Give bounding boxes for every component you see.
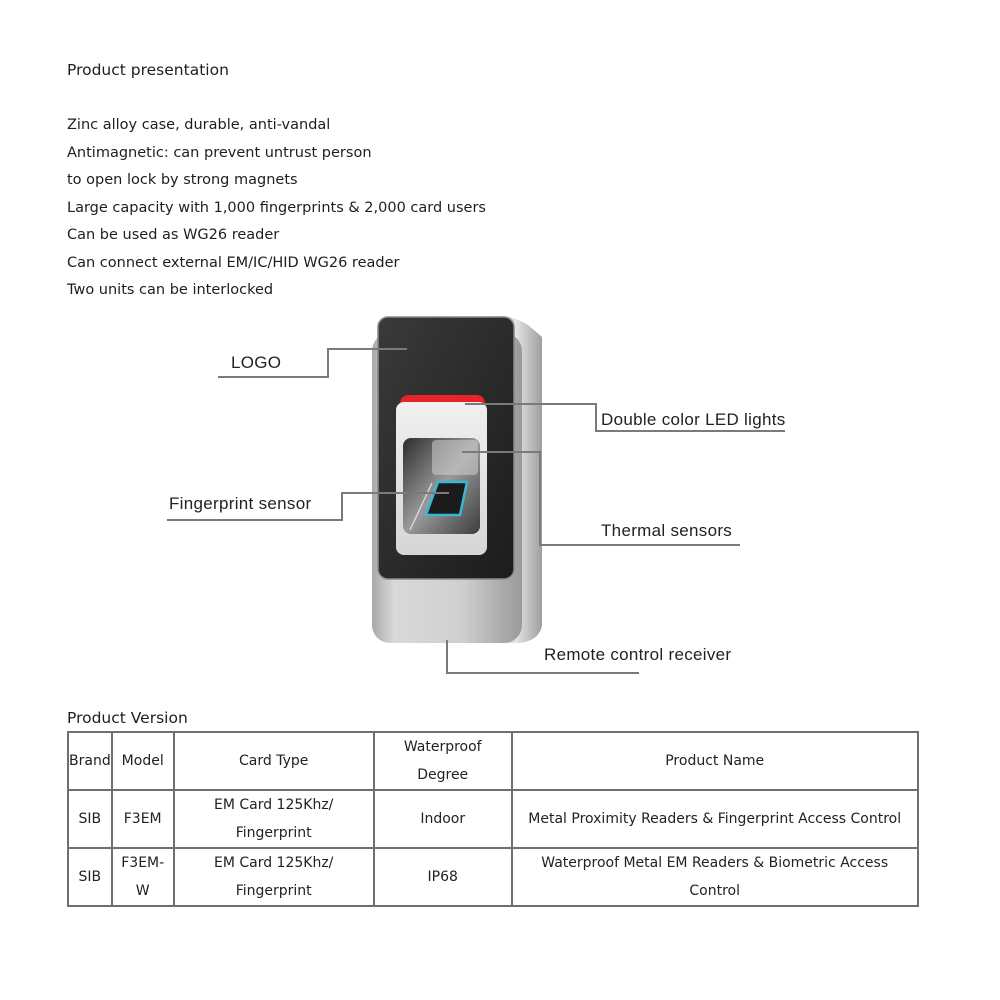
feature-item: Antimagnetic: can prevent untrust person <box>67 144 372 161</box>
logo-leader-line <box>218 376 328 378</box>
header-card-type: Card Type <box>174 732 374 790</box>
header-model: Model <box>112 732 174 790</box>
thermal-leader-line <box>539 451 541 546</box>
cell-product-name: Metal Proximity Readers & Fingerprint Access Control <box>512 790 918 848</box>
feature-item: Can connect external EM/IC/HID WG26 reader <box>67 254 400 271</box>
cell-model: F3EM- W <box>112 848 174 906</box>
remote-leader-line <box>446 640 448 674</box>
cell-waterproof: IP68 <box>374 848 512 906</box>
logo-leader-line <box>327 348 407 350</box>
thermal-leader-line <box>539 544 740 546</box>
cell-card-type: EM Card 125Khz/ Fingerprint <box>174 790 374 848</box>
callout-led-lights: Double color LED lights <box>601 410 786 429</box>
feature-item: Large capacity with 1,000 fingerprints & 2,000 card users <box>67 199 486 216</box>
logo-leader-line <box>327 348 329 378</box>
fingerprint-reader-device-image <box>360 305 560 650</box>
feature-item: to open lock by strong magnets <box>67 172 298 188</box>
fingerprint-leader-line <box>341 492 343 521</box>
cell-brand: SIB <box>68 790 112 848</box>
cell-model: F3EM <box>112 790 174 848</box>
thermal-leader-line <box>462 451 540 453</box>
header-waterproof: Waterproof Degree <box>374 732 512 790</box>
cell-waterproof: Indoor <box>374 790 512 848</box>
cell-brand: SIB <box>68 848 112 906</box>
header-product-name: Product Name <box>512 732 918 790</box>
cell-card-type: EM Card 125Khz/ Fingerprint <box>174 848 374 906</box>
feature-item: Can be used as WG26 reader <box>67 227 280 243</box>
led-leader-line <box>465 403 596 405</box>
table-row <box>68 790 918 848</box>
callout-logo: LOGO <box>231 353 282 372</box>
fingerprint-leader-line <box>167 519 342 521</box>
feature-item: Zinc alloy case, durable, anti-vandal <box>67 117 331 133</box>
version-heading: Product Version <box>67 709 188 727</box>
product-version-table <box>67 731 919 907</box>
callout-thermal-sensors: Thermal sensors <box>601 521 733 540</box>
led-strip <box>400 395 485 403</box>
callout-remote-receiver: Remote control receiver <box>544 645 732 664</box>
feature-item: Two units can be interlocked <box>67 282 274 298</box>
table-row <box>68 848 918 906</box>
led-leader-line <box>595 430 785 432</box>
cell-product-name: Waterproof Metal EM Readers & Biometric Access Control <box>512 848 918 906</box>
fingerprint-leader-line <box>341 492 449 494</box>
remote-leader-line <box>446 672 639 674</box>
presentation-heading: Product presentation <box>67 61 229 79</box>
table-header-row <box>68 732 918 790</box>
feature-list <box>67 112 486 305</box>
callout-fingerprint-sensor: Fingerprint sensor <box>169 494 312 513</box>
header-brand: Brand <box>68 732 112 790</box>
led-leader-line <box>595 403 597 431</box>
